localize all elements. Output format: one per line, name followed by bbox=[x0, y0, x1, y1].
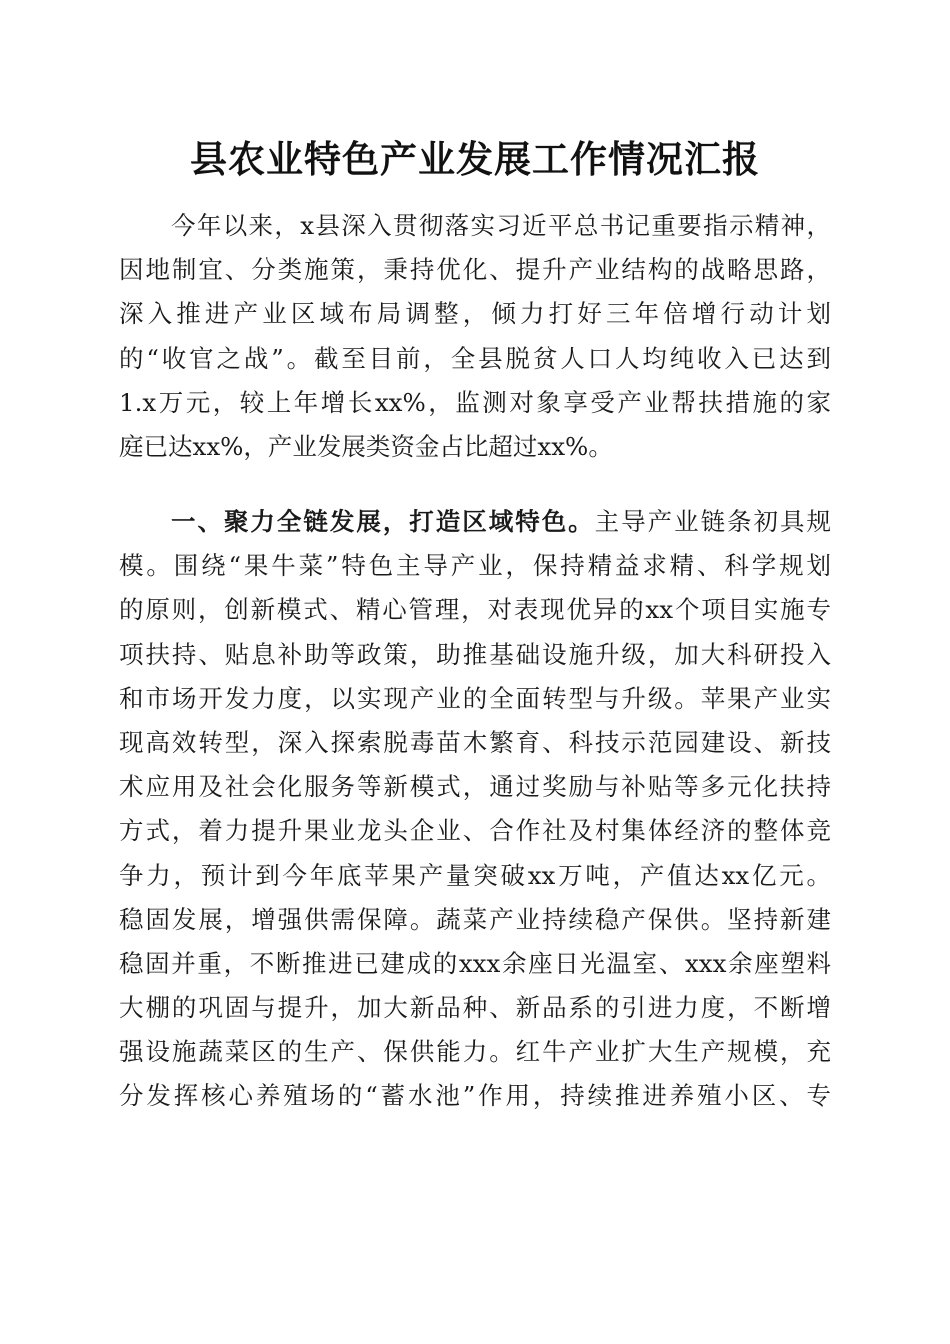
text-line bbox=[119, 500, 831, 544]
text-line: 争力，预计到今年底苹果产量突破xx万吨，产值达xx亿元。 bbox=[119, 860, 831, 890]
text-line: 项扶持、贴息补助等政策，助推基础设施升级，加大科研投入 bbox=[119, 639, 831, 669]
text-line: 的原则，创新模式、精心管理，对表现优异的xx个项目实施专 bbox=[119, 595, 831, 625]
section-heading-continuation: 主导产业链条初具规 bbox=[594, 507, 832, 536]
text-line: 分发挥核心养殖场的“蓄水池”作用，持续推进养殖小区、专 bbox=[119, 1081, 831, 1111]
text-line: 的“收官之战”。截至目前，全县脱贫人口人均纯收入已达到 bbox=[119, 343, 831, 373]
text-line: 因地制宜、分类施策，秉持优化、提升产业结构的战略思路， bbox=[119, 255, 831, 285]
text-line: 稳固发展，增强供需保障。蔬菜产业持续稳产保供。坚持新建 bbox=[119, 904, 831, 934]
text-line: 模。围绕“果牛菜”特色主导产业，保持精益求精、科学规划 bbox=[119, 551, 831, 581]
text-line: 1.x万元，较上年增长xx%，监测对象享受产业帮扶措施的家 bbox=[119, 387, 831, 417]
text-line: 今年以来，x县深入贯彻落实习近平总书记重要指示精神， bbox=[171, 211, 831, 240]
text-line: 大棚的巩固与提升，加大新品种、新品系的引进力度，不断增 bbox=[119, 993, 831, 1023]
section-1-paragraph bbox=[119, 500, 831, 1119]
text-line: 方式，着力提升果业龙头企业、合作社及村集体经济的整体竞 bbox=[119, 816, 831, 846]
document-title: 县农业特色产业发展工作情况汇报 bbox=[190, 137, 760, 181]
text-line: 现高效转型，深入探索脱毒苗木繁育、科技示范园建设、新技 bbox=[119, 727, 831, 757]
text-line: 术应用及社会化服务等新模式，通过奖励与补贴等多元化扶持 bbox=[119, 772, 831, 802]
text-line: 和市场开发力度，以实现产业的全面转型与升级。苹果产业实 bbox=[119, 683, 831, 713]
text-line: 庭已达xx%，产业发展类资金占比超过xx%。 bbox=[119, 431, 613, 461]
text-line: 深入推进产业区域布局调整，倾力打好三年倍增行动计划 bbox=[119, 299, 831, 329]
text-line: 强设施蔬菜区的生产、保供能力。红牛产业扩大生产规模，充 bbox=[119, 1037, 831, 1067]
intro-paragraph bbox=[119, 204, 831, 469]
text-line: 稳固并重，不断推进已建成的xxx余座日光温室、xxx余座塑料 bbox=[119, 948, 831, 978]
section-heading: 一、聚力全链发展，打造区域特色。 bbox=[171, 507, 595, 536]
